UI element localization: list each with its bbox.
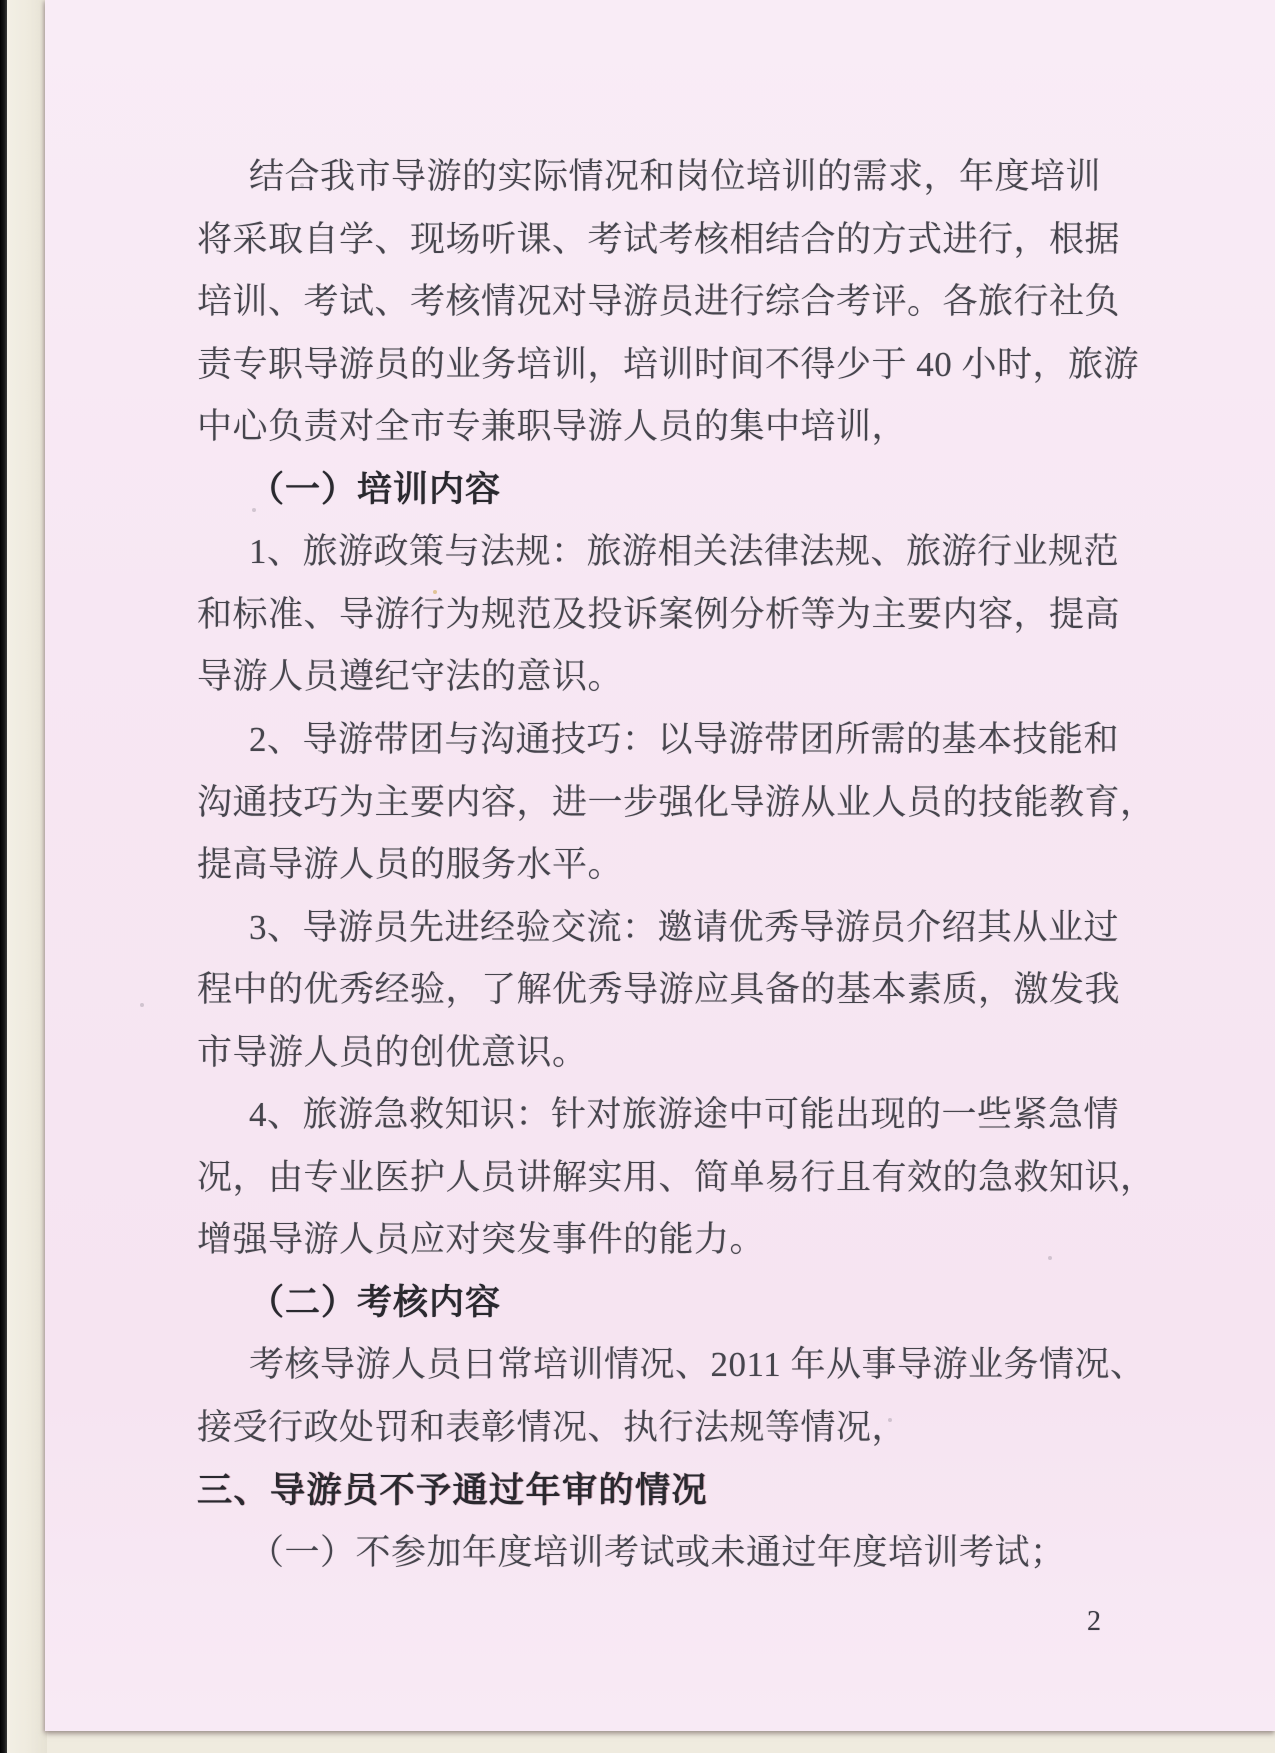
text-line: 导游人员遵纪守法的意识。	[197, 657, 624, 697]
text-line: 况，由专业医护人员讲解实用、简单易行且有效的急救知识，	[197, 1157, 1156, 1197]
scanner-background	[7, 0, 47, 1753]
scan-speck	[888, 1418, 892, 1422]
heading-line: （一）培训内容	[249, 469, 502, 509]
text-line: 沟通技巧为主要内容，进一步强化导游从业人员的技能教育，	[197, 782, 1156, 822]
text-line: 和标准、导游行为规范及投诉案例分析等为主要内容，提高	[197, 594, 1121, 634]
text-line: 责专职导游员的业务培训，培训时间不得少于 40 小时，旅游	[197, 344, 1140, 384]
text-line: 增强导游人员应对突发事件的能力。	[197, 1220, 766, 1260]
text-line: 培训、考试、考核情况对导游员进行综合考评。各旅行社负	[197, 282, 1121, 322]
heading-line: （二）考核内容	[249, 1282, 502, 1322]
scan-speck	[140, 1003, 144, 1007]
text-line: 3、导游员先进经验交流：邀请优秀导游员介绍其从业过	[249, 907, 1120, 947]
text-block	[45, 0, 1275, 1731]
page-number: 2	[1087, 1606, 1101, 1637]
text-line: 将采取自学、现场听课、考试考核相结合的方式进行，根据	[197, 219, 1121, 259]
document-paper	[45, 0, 1275, 1731]
text-line: 结合我市导游的实际情况和岗位培训的需求，年度培训	[249, 157, 1102, 196]
scan-edge-strip	[0, 0, 7, 1753]
text-line: 2、导游带团与沟通技巧：以导游带团所需的基本技能和	[249, 719, 1120, 759]
text-line: 程中的优秀经验，了解优秀导游应具备的基本素质，激发我	[197, 970, 1121, 1010]
text-line: 4、旅游急救知识：针对旅游途中可能出现的一些紧急情	[249, 1095, 1120, 1135]
text-line: （一）不参加年度培训考试或未通过年度培训考试；	[249, 1533, 1066, 1573]
text-line: 提高导游人员的服务水平。	[197, 845, 624, 885]
text-line: 接受行政处罚和表彰情况、执行法规等情况，	[197, 1408, 908, 1447]
text-line: 考核导游人员日常培训情况、2011 年从事导游业务情况、	[249, 1345, 1146, 1385]
scan-speck	[252, 508, 256, 512]
text-line: 1、旅游政策与法规：旅游相关法律法规、旅游行业规范	[249, 532, 1120, 572]
heading-line: 三、导游员不予通过年审的情况	[197, 1470, 709, 1510]
text-line: 市导游人员的创优意识。	[197, 1032, 588, 1072]
scan-speck	[300, 183, 304, 187]
scan-speck	[1048, 1256, 1052, 1260]
scan-speck	[433, 590, 437, 594]
text-line: 中心负责对全市专兼职导游人员的集中培训，	[197, 407, 908, 447]
